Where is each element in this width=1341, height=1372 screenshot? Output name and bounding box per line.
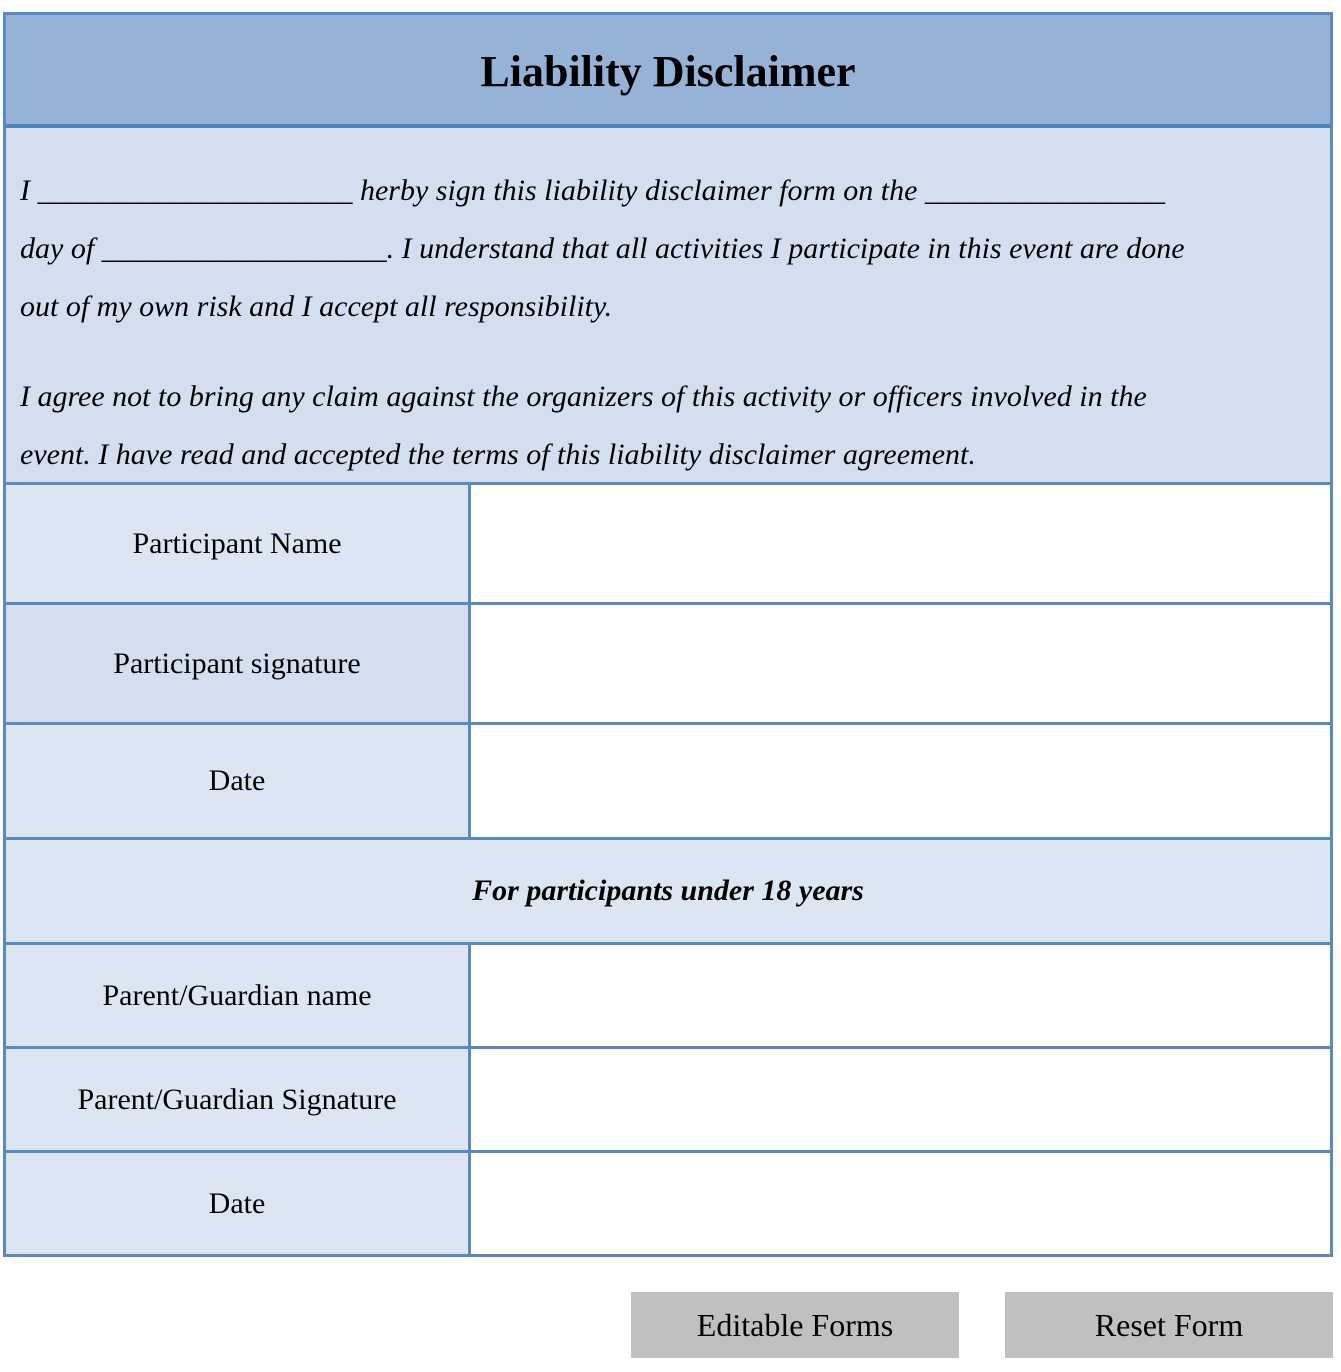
participant-signature-field[interactable] — [471, 605, 1330, 722]
disclaimer-text — [6, 128, 1330, 485]
form-header — [6, 15, 1330, 128]
participant-date-label: Date — [6, 725, 471, 837]
guardian-date-field[interactable] — [471, 1153, 1330, 1254]
participant-signature-label: Participant signature — [6, 605, 471, 722]
guardian-signature-label: Parent/Guardian Signature — [6, 1049, 471, 1150]
participant-signature-row — [6, 605, 1330, 725]
reset-form-button[interactable]: Reset Form — [1005, 1292, 1333, 1358]
guardian-name-label: Parent/Guardian name — [6, 945, 471, 1046]
disclaimer-line: event. I have read and accepted the terms of this liability disclaimer agreement. — [20, 438, 976, 471]
guardian-signature-row — [6, 1049, 1330, 1153]
editable-forms-button[interactable]: Editable Forms — [631, 1292, 959, 1358]
disclaimer-paragraph-1 — [20, 162, 1316, 336]
participant-date-row — [6, 725, 1330, 840]
participant-name-label: Participant Name — [6, 485, 471, 602]
disclaimer-line: I _____________________ herby sign this liability disclaimer form on the ________________ — [20, 174, 1165, 207]
form-title: Liability Disclaimer — [480, 47, 856, 96]
minor-section-header — [6, 840, 1330, 945]
liability-disclaimer-form — [3, 12, 1333, 1257]
participant-date-field[interactable] — [471, 725, 1330, 837]
disclaimer-paragraph-2 — [20, 368, 1316, 484]
participant-name-field[interactable] — [471, 485, 1330, 602]
guardian-name-field[interactable] — [471, 945, 1330, 1046]
participant-name-row — [6, 485, 1330, 605]
guardian-name-row — [6, 945, 1330, 1049]
guardian-signature-field[interactable] — [471, 1049, 1330, 1150]
minor-section-label: For participants under 18 years — [472, 874, 864, 907]
disclaimer-line: I agree not to bring any claim against the organizers of this activity or officers involved in the — [20, 380, 1147, 413]
guardian-date-row — [6, 1153, 1330, 1254]
guardian-date-label: Date — [6, 1153, 471, 1254]
disclaimer-line: out of my own risk and I accept all responsibility. — [20, 290, 613, 323]
disclaimer-line: day of ___________________. I understand that all activities I participate in this event are done — [20, 232, 1185, 265]
